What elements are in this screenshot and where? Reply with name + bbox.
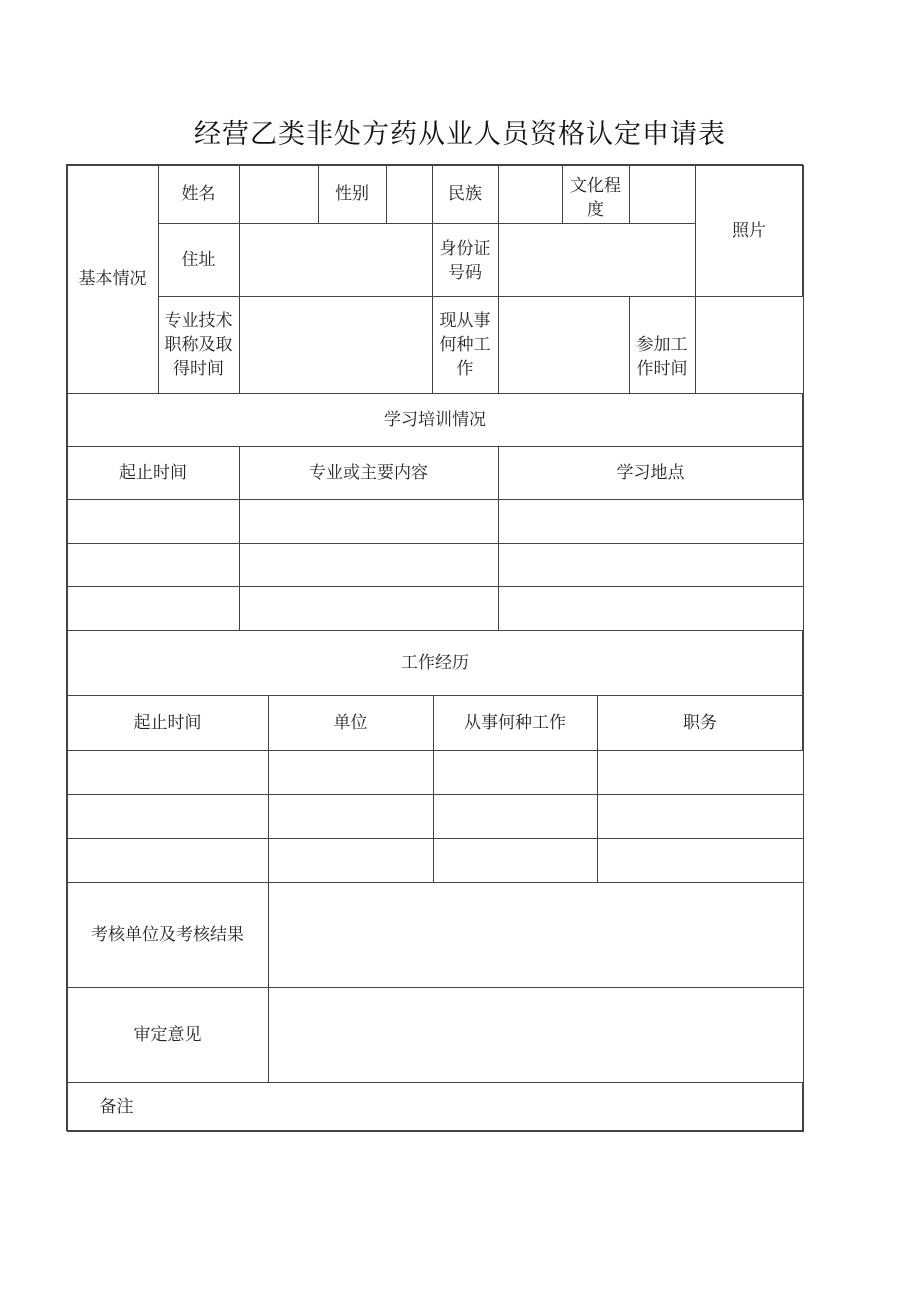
work-cell-period-3[interactable] [67, 838, 269, 883]
label-title-line1: 专业技术 [164, 310, 233, 331]
label-professional-title [158, 296, 240, 394]
field-address[interactable] [239, 223, 433, 297]
work-cell-employer-1[interactable] [268, 750, 434, 795]
field-work-start[interactable] [695, 296, 804, 394]
label-ethnicity: 民族 [432, 165, 499, 224]
label-education-line1: 文化程 [570, 176, 621, 196]
training-cell-content-1[interactable] [239, 499, 499, 544]
field-current-job[interactable] [498, 296, 630, 394]
field-assessment[interactable] [268, 882, 804, 988]
label-address: 住址 [158, 223, 240, 297]
label-education [562, 165, 630, 224]
work-cell-period-1[interactable] [67, 750, 269, 795]
work-cell-period-2[interactable] [67, 794, 269, 839]
work-header-period: 起止时间 [67, 695, 269, 751]
work-cell-job-type-2[interactable] [433, 794, 598, 839]
work-header-employer: 单位 [268, 695, 434, 751]
training-cell-location-1[interactable] [498, 499, 804, 544]
label-review-opinion: 审定意见 [67, 987, 269, 1083]
section-label-work: 工作经历 [67, 630, 804, 696]
training-cell-period-3[interactable] [67, 586, 240, 631]
training-header-content: 专业或主要内容 [239, 446, 499, 500]
field-ethnicity[interactable] [498, 165, 563, 224]
field-name[interactable] [239, 165, 319, 224]
label-job-line1: 现从事 [439, 310, 491, 331]
training-cell-period-2[interactable] [67, 543, 240, 587]
section-label-basic-info: 基本情况 [67, 165, 159, 394]
label-id-line2: 号码 [448, 262, 482, 283]
label-remarks[interactable]: 备注 [67, 1082, 804, 1132]
training-cell-location-3[interactable] [498, 586, 804, 631]
training-cell-content-3[interactable] [239, 586, 499, 631]
work-cell-job-type-1[interactable] [433, 750, 598, 795]
training-cell-content-2[interactable] [239, 543, 499, 587]
application-form-table [66, 164, 803, 1131]
label-id-number [432, 223, 499, 297]
label-name: 姓名 [158, 165, 240, 224]
section-label-training: 学习培训情况 [67, 393, 804, 447]
field-review-opinion[interactable] [268, 987, 804, 1083]
form-title: 经营乙类非处方药从业人员资格认定申请表 [194, 119, 726, 150]
training-header-period: 起止时间 [67, 446, 240, 500]
training-header-location: 学习地点 [498, 446, 804, 500]
work-cell-employer-2[interactable] [268, 794, 434, 839]
label-current-job [432, 296, 499, 394]
label-id-line1: 身份证 [439, 238, 491, 259]
work-header-job-type: 从事何种工作 [433, 695, 598, 751]
work-cell-job-type-3[interactable] [433, 838, 598, 883]
training-cell-period-1[interactable] [67, 499, 240, 544]
work-header-position: 职务 [597, 695, 804, 751]
field-id-number[interactable] [498, 223, 696, 297]
work-cell-position-1[interactable] [597, 750, 804, 795]
label-gender: 性别 [318, 165, 387, 224]
label-title-line3: 得时间 [173, 358, 224, 379]
label-title-line2: 职称及取 [164, 334, 233, 355]
work-cell-position-2[interactable] [597, 794, 804, 839]
label-job-line2: 何种工 [439, 334, 491, 355]
work-cell-employer-3[interactable] [268, 838, 434, 883]
training-cell-location-2[interactable] [498, 543, 804, 587]
label-education-line2: 度 [587, 200, 604, 220]
field-education[interactable] [629, 165, 696, 224]
label-start-line1: 参加工 [636, 334, 688, 355]
field-professional-title[interactable] [239, 296, 433, 394]
label-job-line3: 作 [456, 358, 474, 379]
label-assessment: 考核单位及考核结果 [67, 882, 269, 988]
field-gender[interactable] [386, 165, 433, 224]
label-work-start [629, 296, 696, 394]
photo-box[interactable]: 照片 [695, 165, 804, 297]
work-cell-position-3[interactable] [597, 838, 804, 883]
label-start-line2: 作时间 [636, 358, 688, 379]
